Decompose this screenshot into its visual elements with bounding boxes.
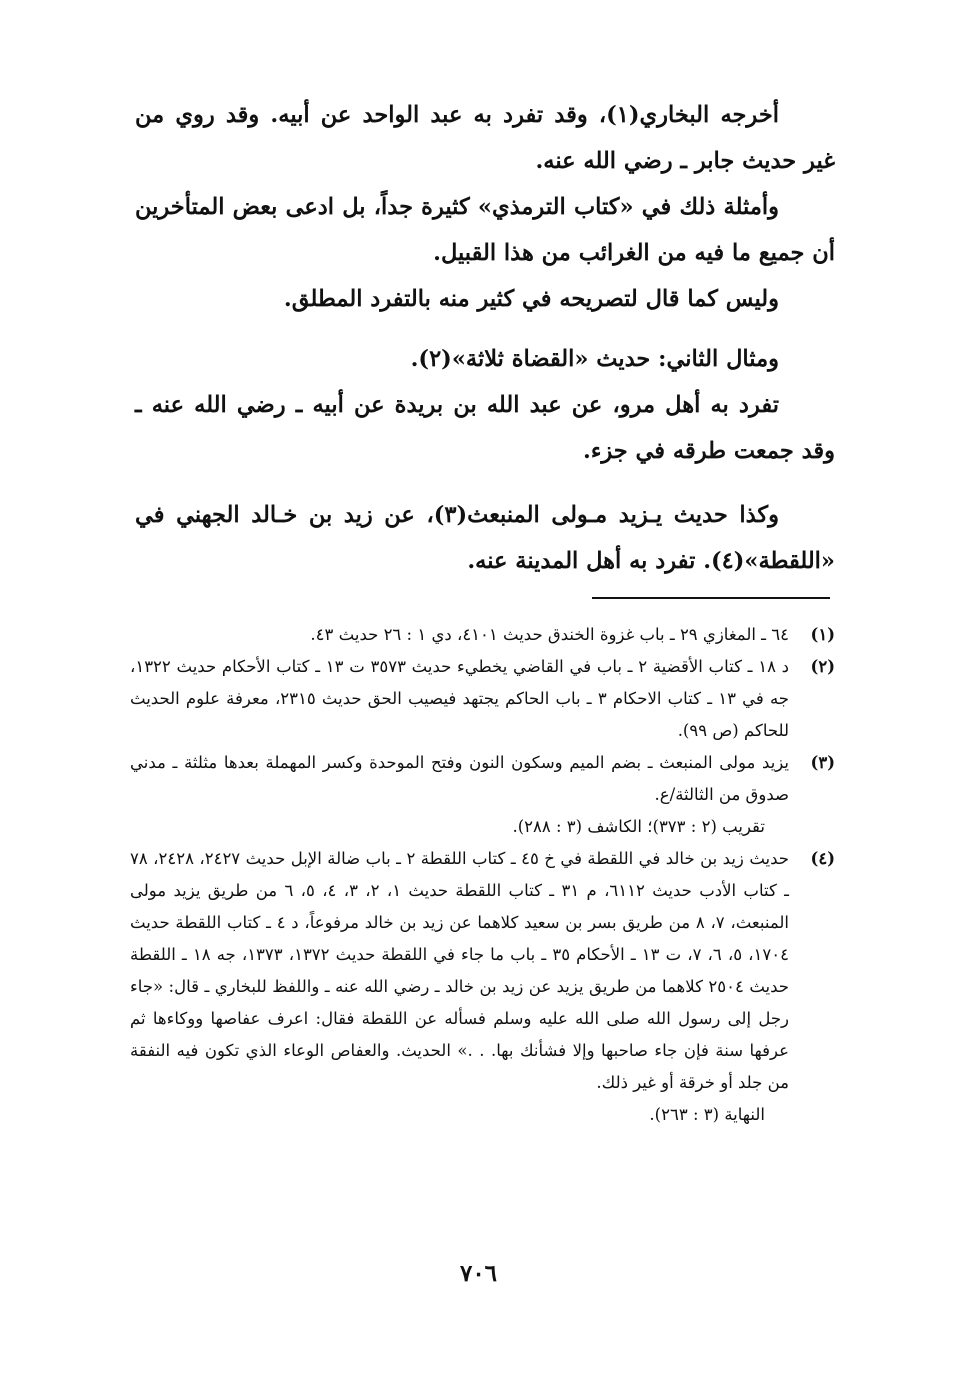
paragraph-4: ومثال الثاني: حديث «القضاة ثلاثة»(٢). <box>410 346 779 372</box>
footnote-body <box>130 619 789 651</box>
footnote-number: (٢) <box>810 657 835 676</box>
footnote-4 <box>130 843 835 1131</box>
footnote-text: د ١٨ ـ كتاب الأقضية ٢ ـ باب في القاضي يخطيء حديث ٣٥٧٣ ت ١٣ ـ كتاب الأحكام حديث ١٣٢٢، جه في ١٣ ـ كتاب الاحكام ٣ ـ باب الحاكم يجتهد فيصيب الحق حديث ٢٣١٥، معرفة علوم الحديث للحاكم (ص ٩٩). <box>130 657 790 740</box>
footnotes <box>130 619 835 1131</box>
paragraph-3: وليس كما قال لتصريحه في كثير منه بالتفرد المطلق. <box>283 286 779 312</box>
footnote-text: يزيد مولى المنبعث ـ بضم الميم وسكون النون وفتح الموحدة وكسر المهملة بعدها مثلثة ـ مدني صدوق من الثالثة/ع. <box>130 753 789 804</box>
footnote-number: (٣) <box>810 753 835 772</box>
footnote-number: (١) <box>810 625 835 644</box>
paragraph-5: تفرد به أهل مرو، عن عبد الله بن بريدة عن أبيه ـ رضي الله عنه ـ وقد جمعت طرقه في جزء. <box>135 392 835 464</box>
footnote-reference: تقريب (٢ : ٣٧٣)؛ الكاشف (٣ : ٢٨٨). <box>512 817 765 836</box>
footnote-reference: النهاية (٣ : ٢٦٣). <box>649 1105 765 1124</box>
main-text <box>135 92 835 584</box>
footnote-body <box>130 843 789 1131</box>
paragraph-6: وكذا حديث يـزيد مـولى المنبعث(٣)، عن زيد بن خـالد الجهني في «اللقطة»(٤). تفرد به أهل المدينة عنه. <box>135 502 835 574</box>
footnote-separator <box>592 597 830 599</box>
paragraph-2: وأمثلة ذلك في «كتاب الترمذي» كثيرة جداً، بل ادعى بعض المتأخرين أن جميع ما فيه من الغرائب من هذا القبيل. <box>135 194 835 266</box>
page-number: ٧٠٦ <box>459 1260 498 1287</box>
footnote-body <box>130 651 789 747</box>
footnote-1 <box>130 619 835 651</box>
paragraph-1: أخرجه البخاري(١)، وقد تفرد به عبد الواحد عن أبيه. وقد روي من غير حديث جابر ـ رضي الله عنه. <box>135 102 835 174</box>
footnote-text: حديث زيد بن خالد في اللقطة في خ ٤٥ ـ كتاب اللقطة ٢ ـ باب ضالة الإبل حديث ٢٤٢٧، ٢٤٢٨، ٧٨ ـ كتاب الأدب حديث ٦١١٢، م ٣١ ـ كتاب اللقطة حديث ١، ٢، ٣، ٤، ٥، ٦ من طريق يزيد مولى المنبعث، ٧، ٨ من طريق بسر بن سعيد كلاهما عن زيد بن خالد مرفوعاً، د ٤ ـ كتاب اللقطة حديث ١٧٠٤، ٥، ٦، ٧، ت ١٣ ـ الأحكام ٣٥ ـ باب ما جاء في اللقطة حديث ١٣٧٢، ١٣٧٣، جه ١٨ ـ اللقطة حديث ٢٥٠٤ كلاهما من طريق يزيد عن زيد بن خالد ـ رضي الله عنه ـ واللفظ للبخاري ـ قال: «جاء رجل إلى رسول الله صلى الله عليه وسلم فسأله عن اللقطة فقال: اعرف عفاصها ووكاءها ثم عرفها سنة فإن جاء صاحبها وإلا فشأنك بها. . .» الحديث. والعفاص الوعاء الذي تكون فيه النفقة من جلد أو خرقة أو غير ذلك. <box>130 849 789 1092</box>
footnote-2 <box>130 651 835 747</box>
footnote-number: (٤) <box>810 849 835 868</box>
footnote-body <box>130 747 789 843</box>
footnote-3 <box>130 747 835 843</box>
footnote-text: ٦٤ ـ المغازي ٢٩ ـ باب غزوة الخندق حديث ٤١٠١، دي ١ : ٢٦ حديث ٤٣. <box>310 625 789 644</box>
